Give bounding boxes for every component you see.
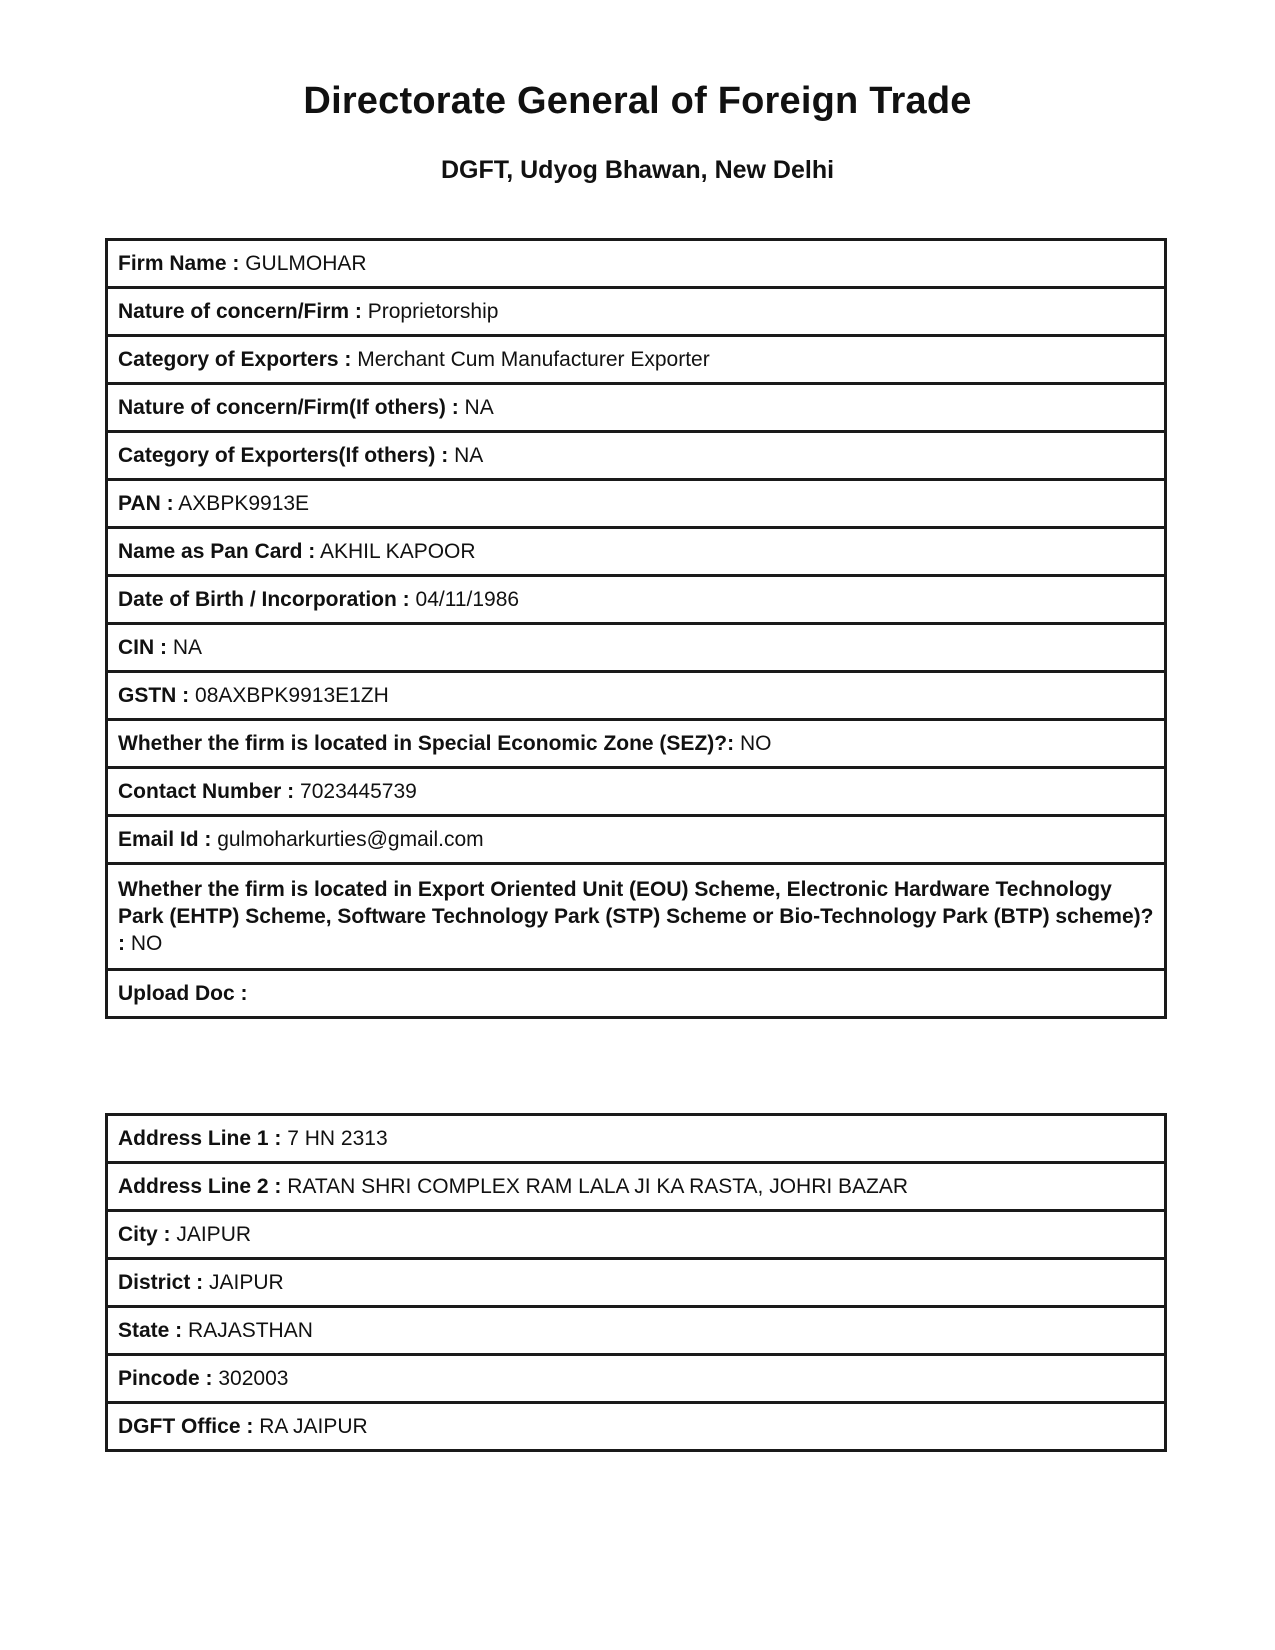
row-email — [107, 816, 1166, 864]
row-pincode — [107, 1355, 1166, 1403]
field-value: NA — [172, 636, 203, 659]
field-value: RA JAIPUR — [259, 1415, 368, 1438]
field-cell — [107, 1307, 1166, 1355]
field-label: Category of Exporters : — [118, 348, 352, 371]
field-value: AXBPK9913E — [178, 492, 310, 515]
field-cell — [107, 624, 1166, 672]
row-nature-of-concern — [107, 288, 1166, 336]
field-label: Pincode : — [118, 1367, 213, 1390]
field-cell — [107, 480, 1166, 528]
field-value: 7 HN 2313 — [287, 1127, 388, 1150]
field-cell — [107, 720, 1166, 768]
field-label: Email Id : — [118, 828, 212, 851]
row-sez — [107, 720, 1166, 768]
field-label: State : — [118, 1319, 183, 1342]
row-name-as-pan — [107, 528, 1166, 576]
row-nature-of-concern-others — [107, 384, 1166, 432]
row-dgft-office — [107, 1403, 1166, 1451]
field-cell — [107, 1355, 1166, 1403]
field-cell — [107, 384, 1166, 432]
field-value: 7023445739 — [300, 780, 417, 803]
field-cell — [107, 1403, 1166, 1451]
field-label: Address Line 2 : — [118, 1175, 282, 1198]
field-value: NO — [130, 932, 163, 955]
row-date-of-birth — [107, 576, 1166, 624]
row-city — [107, 1211, 1166, 1259]
row-upload-doc — [107, 970, 1166, 1018]
row-category-of-exporters-others — [107, 432, 1166, 480]
row-address-line-1 — [107, 1115, 1166, 1163]
field-label: Name as Pan Card : — [118, 540, 316, 563]
field-value: Merchant Cum Manufacturer Exporter — [357, 348, 710, 371]
field-label: Category of Exporters(If others) : — [118, 444, 449, 467]
field-label: Firm Name : — [118, 252, 240, 275]
field-value: AKHIL KAPOOR — [319, 540, 476, 563]
field-value: gulmoharkurties@gmail.com — [217, 828, 484, 851]
field-cell — [107, 336, 1166, 384]
field-label: Contact Number : — [118, 780, 295, 803]
field-label: Whether the firm is located in Special Economic Zone (SEZ)?: — [118, 732, 735, 755]
field-label: DGFT Office : — [118, 1415, 254, 1438]
field-value: JAIPUR — [209, 1271, 284, 1294]
row-contact-number — [107, 768, 1166, 816]
field-label: CIN : — [118, 636, 167, 659]
row-state — [107, 1307, 1166, 1355]
field-label: Date of Birth / Incorporation : — [118, 588, 410, 611]
page-title: Directorate General of Foreign Trade — [303, 80, 972, 122]
field-label: City : — [118, 1223, 171, 1246]
field-value: NA — [464, 396, 494, 419]
field-cell — [107, 576, 1166, 624]
row-pan — [107, 480, 1166, 528]
row-address-line-2 — [107, 1163, 1166, 1211]
field-cell — [107, 240, 1166, 288]
row-cin — [107, 624, 1166, 672]
field-label: Nature of concern/Firm : — [118, 300, 362, 323]
firm-details-table — [105, 238, 1167, 1019]
field-cell — [107, 1115, 1166, 1163]
field-value: NO — [739, 732, 772, 755]
field-cell — [107, 768, 1166, 816]
field-label: Address Line 1 : — [118, 1127, 282, 1150]
row-gstn — [107, 672, 1166, 720]
field-value: GULMOHAR — [245, 252, 367, 275]
field-cell — [107, 970, 1166, 1018]
field-label: PAN : — [118, 492, 174, 515]
field-value: RATAN SHRI COMPLEX RAM LALA JI KA RASTA, JOHRI BAZAR — [287, 1175, 909, 1198]
field-cell — [107, 864, 1166, 970]
row-category-of-exporters — [107, 336, 1166, 384]
row-district — [107, 1259, 1166, 1307]
field-cell — [107, 1163, 1166, 1211]
field-cell — [107, 288, 1166, 336]
field-cell — [107, 1211, 1166, 1259]
field-label: GSTN : — [118, 684, 190, 707]
row-eou-scheme — [107, 864, 1166, 970]
field-cell — [107, 816, 1166, 864]
field-cell — [107, 672, 1166, 720]
address-details-table — [105, 1113, 1167, 1452]
field-label: Whether the firm is located in Export Oriented Unit (EOU) Scheme, Electronic Hardware Technology Park (EHTP) Scheme, Software Technology Park (STP) Scheme or Bio-Technology Park (BTP) scheme)? : — [118, 878, 1154, 955]
field-value: 04/11/1986 — [415, 588, 520, 611]
field-cell — [107, 432, 1166, 480]
field-value: Proprietorship — [367, 300, 499, 323]
field-value: RAJASTHAN — [188, 1319, 313, 1342]
field-label: District : — [118, 1271, 204, 1294]
row-firm-name — [107, 240, 1166, 288]
field-cell — [107, 1259, 1166, 1307]
field-label: Nature of concern/Firm(If others) : — [118, 396, 459, 419]
field-value: 302003 — [218, 1367, 289, 1390]
field-label: Upload Doc : — [118, 982, 248, 1005]
field-cell — [107, 528, 1166, 576]
field-value: JAIPUR — [176, 1223, 252, 1246]
field-value: 08AXBPK9913E1ZH — [195, 684, 389, 707]
field-value: NA — [454, 444, 484, 467]
page-subtitle: DGFT, Udyog Bhawan, New Delhi — [440, 156, 835, 184]
